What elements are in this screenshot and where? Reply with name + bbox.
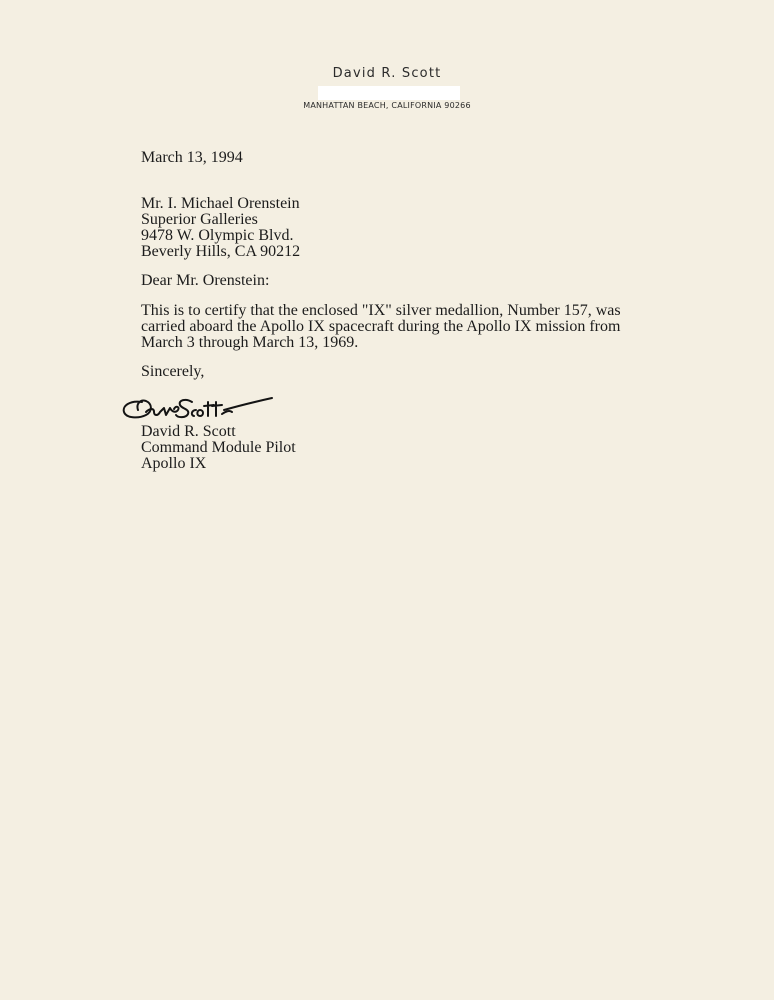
body-line: carried aboard the Apollo IX spacecraft during the Apollo IX mission from	[141, 318, 621, 335]
recipient-company: Superior Galleries	[141, 211, 258, 228]
signer-title: Command Module Pilot	[141, 439, 296, 456]
handwritten-signature	[120, 388, 280, 428]
recipient-address	[141, 196, 300, 260]
letter-body	[141, 303, 621, 351]
signer-name: David R. Scott	[141, 423, 236, 440]
signature-block	[141, 424, 296, 472]
body-line: This is to certify that the enclosed "IX" silver medallion, Number 157, was	[141, 302, 621, 319]
recipient-name: Mr. I. Michael Orenstein	[141, 195, 300, 212]
salutation: Dear Mr. Orenstein:	[141, 272, 270, 289]
letterhead-name: David R. Scott	[332, 66, 442, 81]
body-line: March 3 through March 13, 1969.	[141, 334, 359, 351]
letterhead-address: MANHATTAN BEACH, CALIFORNIA 90266	[303, 101, 471, 110]
recipient-city: Beverly Hills, CA 90212	[141, 243, 301, 260]
closing: Sincerely,	[141, 363, 205, 380]
redaction-bar	[318, 86, 460, 100]
letter-date: March 13, 1994	[141, 149, 243, 166]
recipient-street: 9478 W. Olympic Blvd.	[141, 227, 294, 244]
signer-mission: Apollo IX	[141, 455, 207, 472]
